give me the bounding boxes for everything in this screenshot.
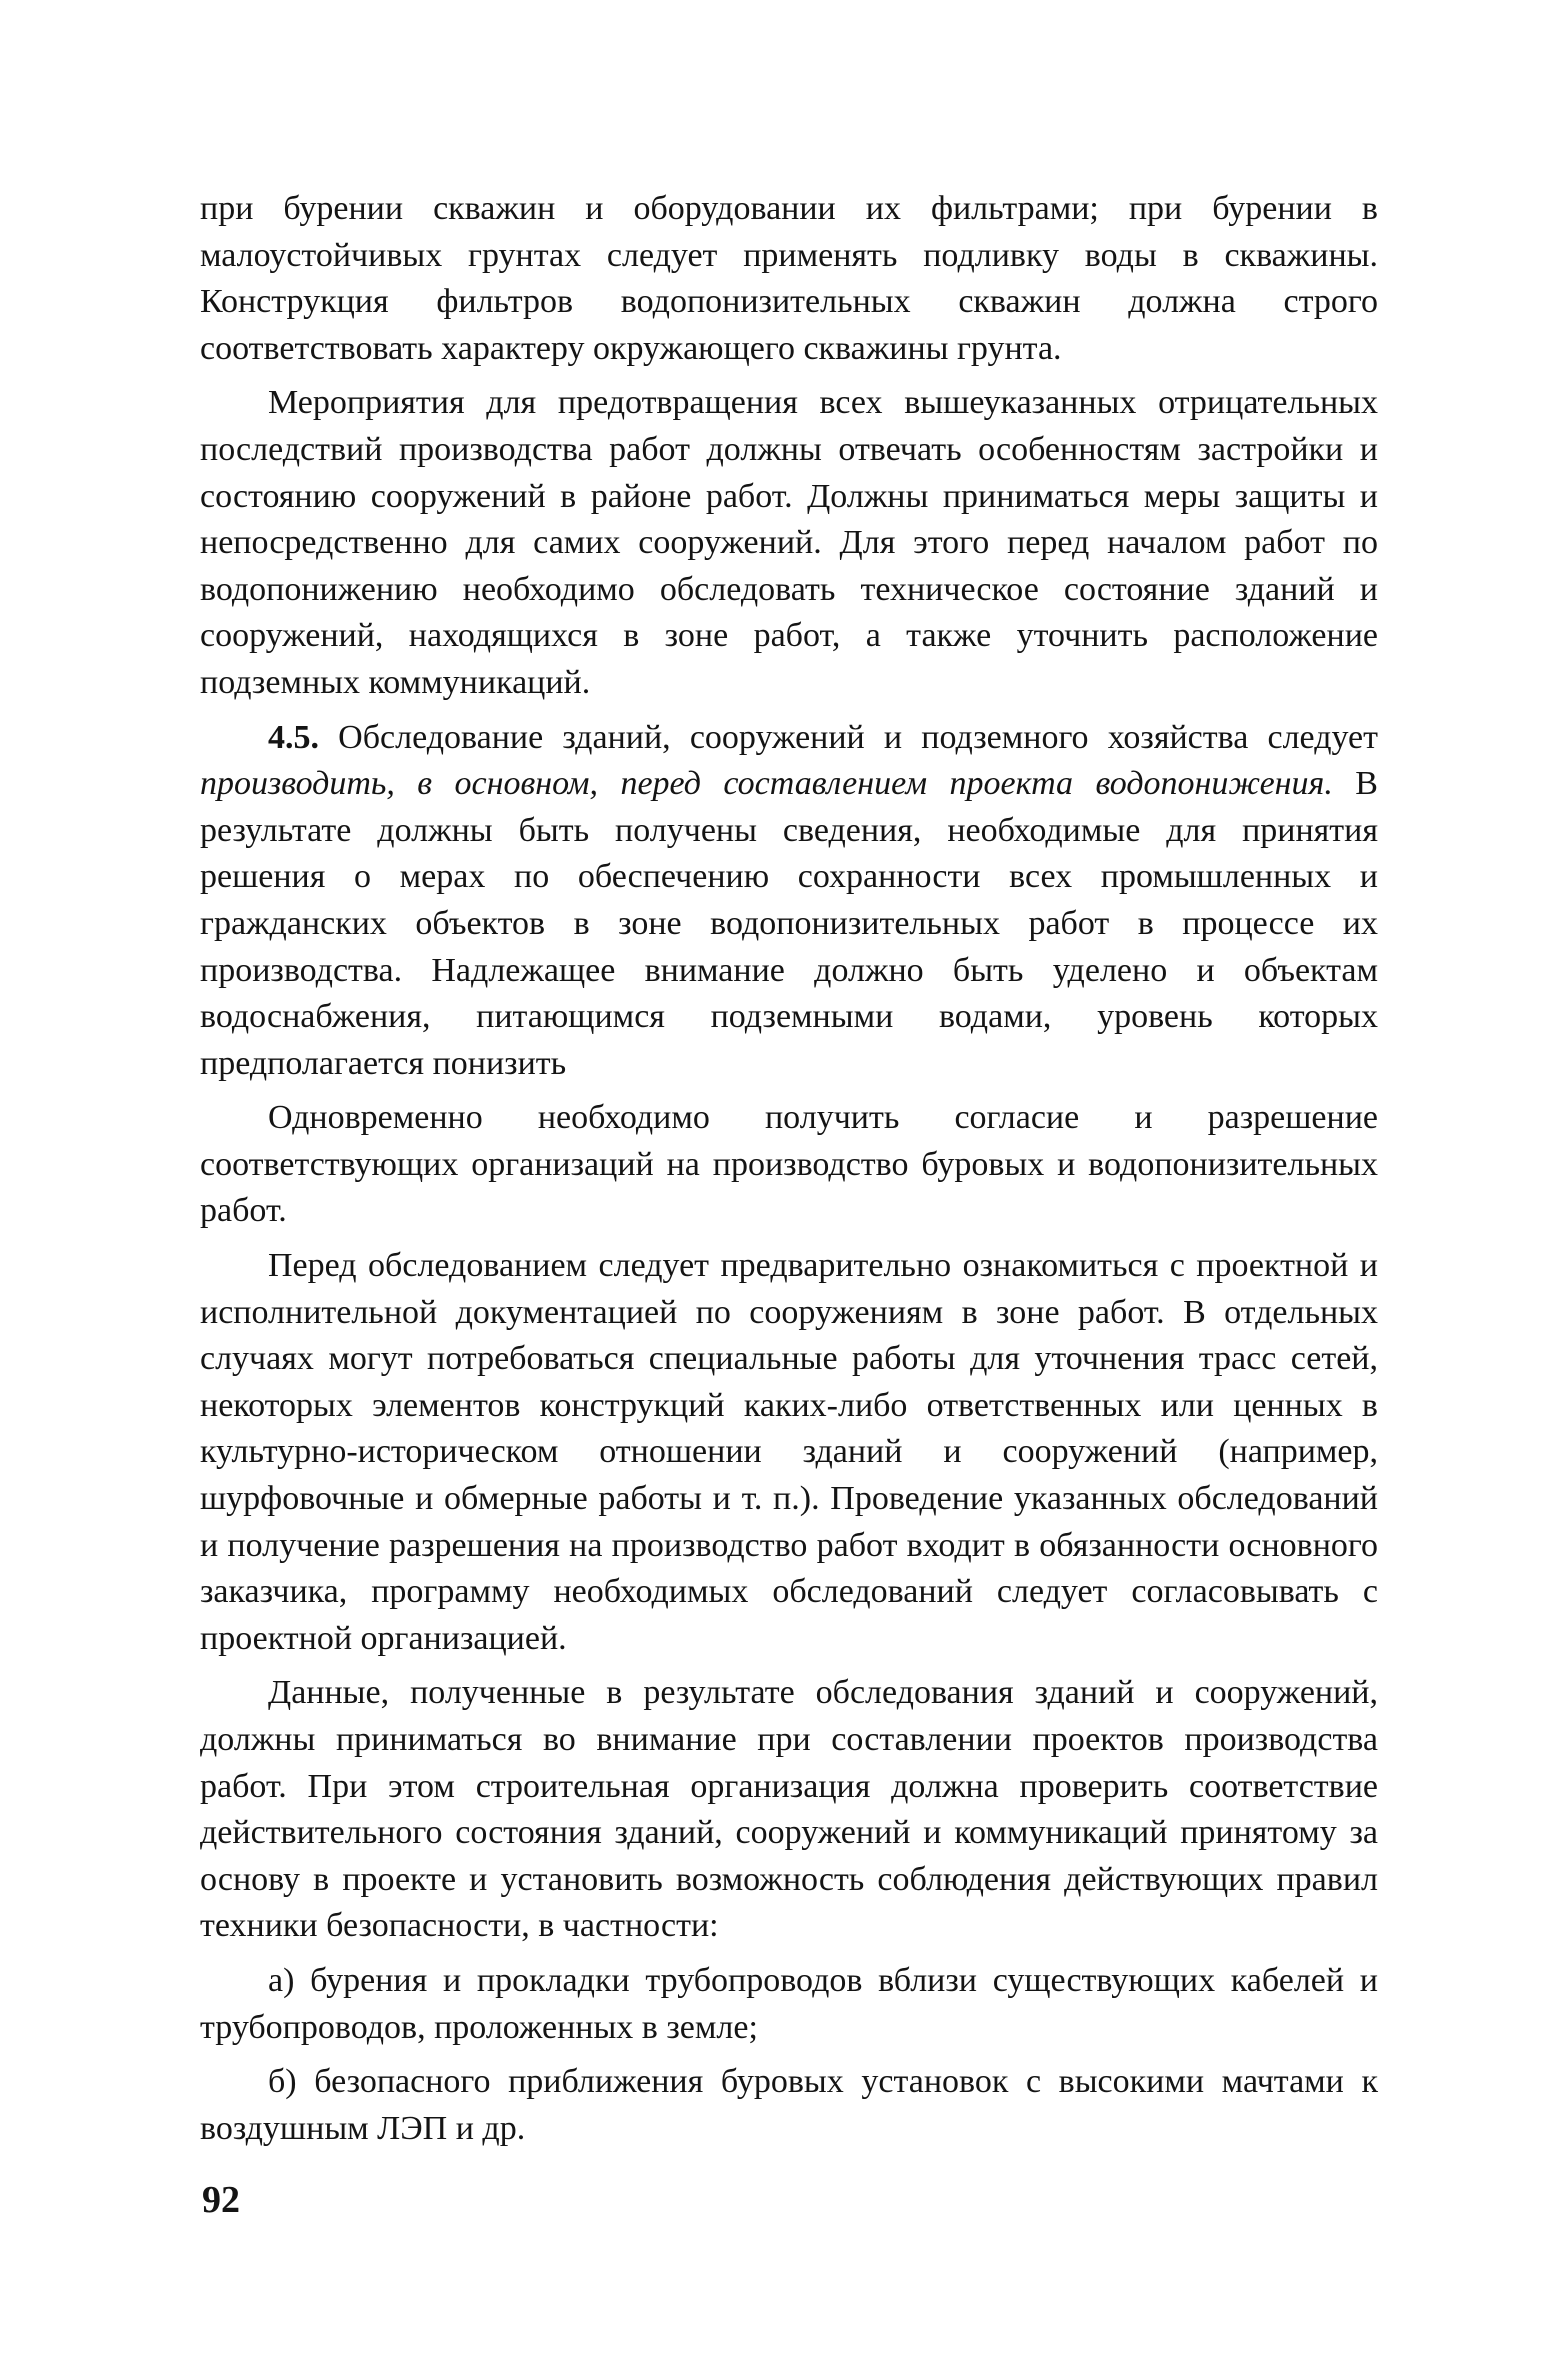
paragraph-survey-data: Данные, полученные в результате обследования зданий и сооружений, должны приниматься во внимание при составлении проектов производства работ. При этом строительная организация должна проверить соответствие действительного состояния зданий, сооружений и коммуникаций принятому за основу в проекте и установить возможность соблюдения действующих правил техники безопасности, в частности: [200, 1674, 1378, 1945]
section-text-before: Обследование зданий, сооружений и подземного хозяйства следует [338, 718, 1378, 756]
paragraph-measures: Мероприятия для предотвращения всех вышеуказанных отрицательных последствий производства работ должны отвечать особенностям застройки и состоянию сооружений в районе работ. Должны приниматься меры защиты и непосредственно для самих сооружений. Для этого перед началом работ по водопонижению необходимо обследовать техническое состояние зданий и сооружений, находящихся в зоне работ, а также уточнить расположение подземных коммуникаций. [200, 384, 1378, 701]
paragraph-continuation: при бурении скважин и оборудовании их фильтрами; при бурении в малоустойчивых грунтах следует применять подливку воды в скважины. Конструкция фильтров водопонизительных скважин должна строго соответствовать характеру окружающего скважины грунта. [200, 190, 1378, 367]
paragraph-section-4-5 [200, 715, 1378, 1088]
section-number: 4.5. [268, 718, 319, 756]
paragraph-before-survey: Перед обследованием следует предварительно ознакомиться с проектной и исполнительной документацией по сооружениям в зоне работ. В отдельных случаях могут потребоваться специальные работы для уточнения трасс сетей, некоторых элементов конструкций каких-либо ответственных или ценных в культурно-историческом отношении зданий и сооружений (например, шурфовочные и обмерные работы и т. п.). Проведение указанных обследований и получение разрешения на производство работ входит в обязанности основного заказчика, программу необходимых обследований следует согласовывать с проектной организацией. [200, 1247, 1378, 1657]
list-item-b: б) безопасного приближения буровых установок с высокими мачтами к воздушным ЛЭП и др. [200, 2063, 1378, 2147]
list-item-a: а) бурения и прокладки трубопроводов вблизи существующих кабелей и трубопроводов, проложенных в земле; [200, 1961, 1378, 2046]
section-text-after: В результате должны быть получены сведения, необходимые для принятия решения о мерах по обеспечению сохранности всех промышленных и гражданских объектов в зоне водопонизительных работ в процессе их производства. Надлежащее внимание должно быть уделено и объектам водоснабжения, питающимся подземными водами, уровень которых предполагается понизить [200, 765, 1378, 1082]
page-body [200, 186, 1378, 2160]
page-number: 92 [202, 2179, 240, 2221]
paragraph-permission: Одновременно необходимо получить согласие и разрешение соответствующих организаций на производство буровых и водопонизительных работ. [200, 1099, 1378, 1230]
section-text-italic: производить, в основном, перед составлением проекта водопонижения. [200, 765, 1333, 803]
